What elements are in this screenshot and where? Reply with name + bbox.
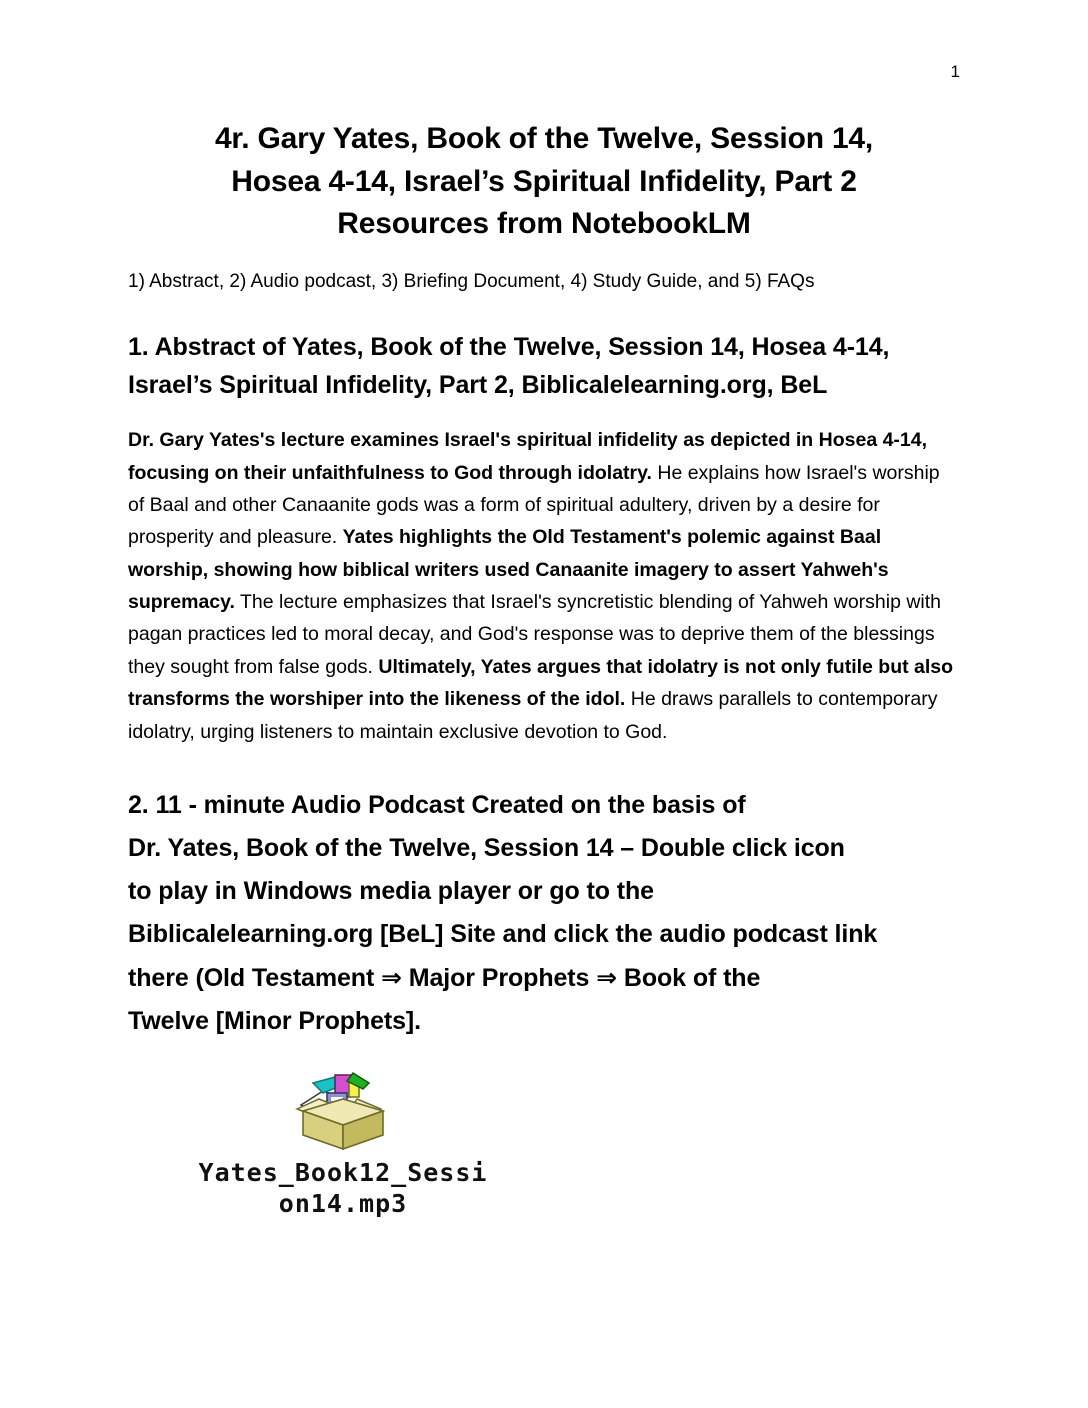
abstract-bold-3: Ultimately, Yates argues that idolatry is not only futile but also transforms the worshiper into the likeness of the idol. (128, 655, 954, 711)
abstract-bold-2: Yates highlights the Old Testament's polemic against Baal worship, showing how biblical writers used Canaanite imagery to assert Yahweh's supremacy. (128, 526, 889, 614)
section-2-heading (128, 784, 960, 1043)
section-2-line-c: to play in Windows media player or go to the (128, 876, 654, 905)
abstract-text-2: The lecture emphasizes that Israel's syncretistic blending of Yahweh worship with pagan practices led to moral decay, and God's response was to deprive them of the blessings they sought from false gods. (128, 591, 942, 678)
audio-file-name-line-2: on14.mp3 (278, 1188, 408, 1218)
mp3-package-icon[interactable] (283, 1069, 403, 1155)
abstract-bold-1: Dr. Gary Yates's lecture examines Israel's spiritual infidelity as depicted in Hosea 4-14, focusing on their unfaithfulness to God through idolatry. (128, 429, 928, 484)
page-title (128, 0, 960, 246)
title-line-2: Hosea 4-14, Israel’s Spiritual Infidelity, Part 2 (231, 164, 857, 198)
title-line-3: Resources from NotebookLM (337, 207, 751, 241)
section-1-heading: 1. Abstract of Yates, Book of the Twelve, Session 14, Hosea 4-14, Israel’s Spiritual Infidelity, Part 2, Biblicalelearning.org, BeL (128, 333, 890, 399)
section-2-line-b: Dr. Yates, Book of the Twelve, Session 14 – Double click icon (128, 833, 845, 862)
section-2-line-d: Biblicalelearning.org [BeL] Site and click the audio podcast link (128, 919, 878, 948)
section-2-line-e: there (Old Testament (128, 963, 382, 992)
section-2-line-f: Major Prophets (401, 963, 597, 992)
double-arrow-icon-1: ⇒ (381, 962, 402, 992)
document-subtitle: 1) Abstract, 2) Audio podcast, 3) Briefing Document, 4) Study Guide, and 5) FAQs (128, 270, 815, 292)
audio-file-object[interactable] (128, 1069, 558, 1219)
abstract-text-3: He draws parallels to contemporary idolatry, urging listeners to maintain exclusive devotion to God. (128, 688, 938, 743)
section-2-line-g: Book of the (617, 963, 761, 992)
audio-file-name-line-1: Yates_Book12_Sessi (198, 1157, 488, 1187)
abstract-text-1: He explains how Israel's worship of Baal and other Canaanite gods was a form of spiritual adultery, driven by a desire for prosperity and pleasure. (128, 461, 940, 549)
section-1-paragraph (128, 424, 960, 748)
double-arrow-icon-2: ⇒ (596, 962, 618, 992)
title-line-1: 4r. Gary Yates, Book of the Twelve, Session 14, (214, 122, 874, 155)
page-number: 1 (950, 62, 960, 81)
audio-file-name (128, 1157, 558, 1219)
section-2-line-h: Twelve [Minor Prophets]. (128, 1006, 421, 1035)
section-2-line-a: 2. 11 - minute Audio Podcast Created on the basis of (128, 790, 746, 819)
